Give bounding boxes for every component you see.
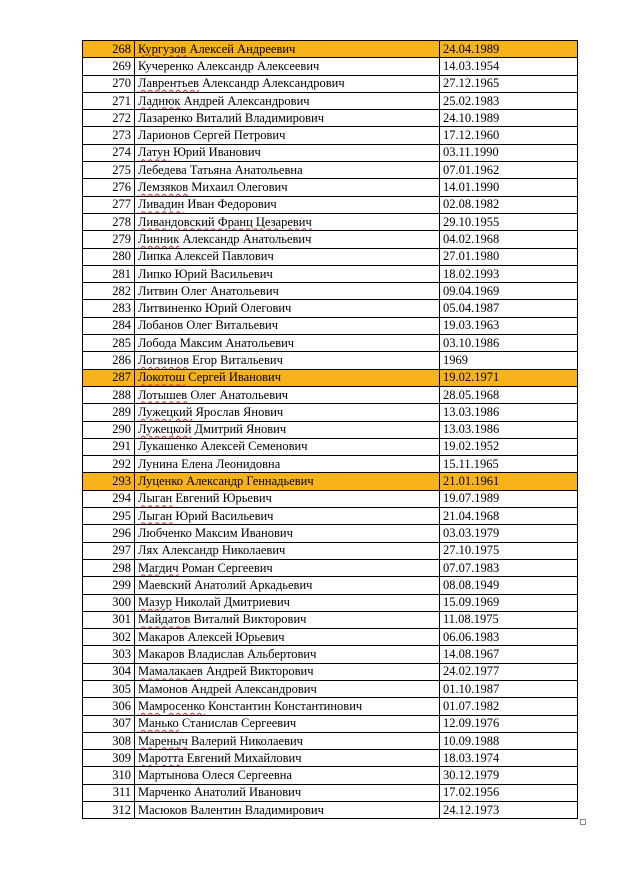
given-names: Алексей Юрьевич: [184, 629, 285, 644]
table-row: [83, 663, 578, 680]
full-name-cell: [135, 179, 440, 196]
table-row: [83, 421, 578, 438]
table-row: [83, 369, 578, 386]
given-names: Дмитрий Янович: [191, 422, 287, 437]
row-number: 307: [83, 715, 135, 732]
birth-date: 17.02.1956: [440, 784, 578, 801]
given-names: Егор Витальевич: [188, 352, 283, 367]
surname: Лобанов: [138, 318, 184, 333]
surname: Марченко: [138, 785, 191, 800]
table-row: [83, 802, 578, 819]
row-number: 269: [83, 58, 135, 75]
birth-date: 13.03.1986: [440, 421, 578, 438]
birth-date: 12.09.1976: [440, 715, 578, 732]
surname: Лаврентьев: [138, 76, 200, 91]
given-names: Елена Леонидовна: [178, 456, 281, 471]
full-name-cell: [135, 41, 440, 58]
full-name-cell: [135, 248, 440, 265]
birth-date: 19.03.1963: [440, 317, 578, 334]
given-names: Алексей Семенович: [197, 439, 308, 454]
table-row: [83, 352, 578, 369]
given-names: Валерий Николаевич: [187, 733, 303, 748]
birth-date: 24.02.1977: [440, 663, 578, 680]
surname: Лемзяков: [138, 180, 189, 195]
given-names: Сергей Петрович: [190, 128, 286, 143]
surname: Лебедева: [138, 162, 187, 177]
row-number: 301: [83, 611, 135, 628]
given-names: Максим Иванович: [191, 525, 293, 540]
row-number: 292: [83, 456, 135, 473]
given-names: Олег Анатольевич: [187, 387, 289, 402]
full-name-cell: [135, 508, 440, 525]
row-number: 309: [83, 750, 135, 767]
given-names: Иван Федорович: [184, 197, 277, 212]
given-names: Татьяна Анатольевна: [186, 162, 303, 177]
surname: Лукашенко: [138, 439, 198, 454]
given-names: Максим Анатольевич: [176, 335, 295, 350]
surname: Лужецкий: [138, 404, 193, 419]
surname: Мазур: [138, 595, 172, 610]
full-name-cell: [135, 58, 440, 75]
birth-date: 24.10.1989: [440, 110, 578, 127]
row-number: 286: [83, 352, 135, 369]
given-names: Роман Сергеевич: [178, 560, 273, 575]
row-number: 280: [83, 248, 135, 265]
birth-date: 14.03.1954: [440, 58, 578, 75]
birth-date: 28.05.1968: [440, 386, 578, 403]
row-number: 275: [83, 162, 135, 179]
birth-date: 18.02.1993: [440, 265, 578, 282]
row-number: 283: [83, 300, 135, 317]
table-row: [83, 283, 578, 300]
surname: Макаров: [138, 629, 185, 644]
surname: Лыган: [138, 491, 173, 506]
full-name-cell: [135, 369, 440, 386]
given-names: Михаил Олегович: [188, 180, 288, 195]
surname: Маротта: [138, 750, 184, 765]
given-names: Сергей Иванович: [185, 370, 281, 385]
table-row: [83, 58, 578, 75]
surname: Магдич: [138, 560, 179, 575]
table-row: [83, 231, 578, 248]
given-names: Александр Геннадьевич: [183, 474, 314, 489]
row-number: 300: [83, 594, 135, 611]
full-name-cell: [135, 577, 440, 594]
row-number: 299: [83, 577, 135, 594]
surname: Лыган: [138, 508, 173, 523]
row-number: 304: [83, 663, 135, 680]
table-row: [83, 646, 578, 663]
table-row: [83, 594, 578, 611]
table-row: [83, 508, 578, 525]
given-names: Евгений Юрьевич: [172, 491, 272, 506]
birth-date: 06.06.1983: [440, 629, 578, 646]
table-row: [83, 335, 578, 352]
full-name-cell: [135, 663, 440, 680]
birth-date: 27.12.1965: [440, 75, 578, 92]
full-name-cell: [135, 352, 440, 369]
row-number: 298: [83, 559, 135, 576]
surname: Литвиненко: [138, 301, 202, 316]
table-row: [83, 196, 578, 213]
surname: Мартынова: [138, 768, 199, 783]
full-name-cell: [135, 732, 440, 749]
given-names: Владислав Альбертович: [184, 647, 317, 662]
birth-date: 01.07.1982: [440, 698, 578, 715]
table-row: [83, 732, 578, 749]
birth-date: 24.04.1989: [440, 41, 578, 58]
surname: Локотош: [138, 370, 186, 385]
surname: Мамалакаев: [138, 664, 203, 679]
table-row: [83, 784, 578, 801]
table-row: [83, 767, 578, 784]
row-number: 276: [83, 179, 135, 196]
surname: Манько: [138, 716, 179, 731]
surname: Майдатов: [138, 612, 191, 627]
row-number: 296: [83, 525, 135, 542]
row-number: 305: [83, 680, 135, 697]
row-number: 284: [83, 317, 135, 334]
surname: Кучеренко: [138, 58, 194, 73]
given-names: Виталий Викторович: [190, 612, 307, 627]
birth-date: 21.04.1968: [440, 508, 578, 525]
full-name-cell: [135, 421, 440, 438]
birth-date: 25.02.1983: [440, 92, 578, 109]
full-name-cell: [135, 92, 440, 109]
given-names: Александр Николаевич: [158, 543, 286, 558]
table-row: [83, 698, 578, 715]
birth-date: 11.08.1975: [440, 611, 578, 628]
table-row: [83, 750, 578, 767]
table-row: [83, 525, 578, 542]
given-names: Юрий Олегович: [201, 301, 292, 316]
row-number: 312: [83, 802, 135, 819]
surname: Лотышев: [138, 387, 188, 402]
birth-date: 08.08.1949: [440, 577, 578, 594]
surname: Кургузов: [138, 41, 187, 56]
birth-date: 10.09.1988: [440, 732, 578, 749]
table-row: [83, 110, 578, 127]
birth-date: 07.01.1962: [440, 162, 578, 179]
given-names: Юрий Васильевич: [171, 266, 273, 281]
row-number: 274: [83, 144, 135, 161]
full-name-cell: [135, 784, 440, 801]
row-number: 291: [83, 438, 135, 455]
full-name-cell: [135, 750, 440, 767]
row-number: 281: [83, 265, 135, 282]
full-name-cell: [135, 196, 440, 213]
given-names: Олег Анатольевич: [177, 283, 279, 298]
table-row: [83, 715, 578, 732]
full-name-cell: [135, 680, 440, 697]
full-name-cell: [135, 300, 440, 317]
row-number: 310: [83, 767, 135, 784]
table-row: [83, 404, 578, 421]
surname: Маевский: [138, 577, 192, 592]
row-number: 290: [83, 421, 135, 438]
surname: Линник: [138, 231, 180, 246]
given-names: Андрей Александрович: [187, 681, 317, 696]
given-names: Станислав Сергеевич: [178, 716, 297, 731]
birth-date: 27.01.1980: [440, 248, 578, 265]
row-number: 308: [83, 732, 135, 749]
full-name-cell: [135, 629, 440, 646]
full-name-cell: [135, 110, 440, 127]
surname: Лях: [138, 543, 159, 558]
full-name-cell: [135, 525, 440, 542]
birth-date: 18.03.1974: [440, 750, 578, 767]
table-row: [83, 559, 578, 576]
surname: Ладнюк: [138, 93, 181, 108]
table-row: [83, 456, 578, 473]
surname: Ливадин: [138, 197, 185, 212]
birth-date: 05.04.1987: [440, 300, 578, 317]
roster-table: [82, 40, 578, 819]
full-name-cell: [135, 162, 440, 179]
full-name-cell: [135, 611, 440, 628]
table-row: [83, 611, 578, 628]
full-name-cell: [135, 283, 440, 300]
surname: Латун: [138, 145, 170, 160]
given-names: Юрий Иванович: [169, 145, 261, 160]
row-number: 306: [83, 698, 135, 715]
full-name-cell: [135, 490, 440, 507]
birth-date: 30.12.1979: [440, 767, 578, 784]
full-name-cell: [135, 438, 440, 455]
surname: Мамонов: [138, 681, 188, 696]
full-name-cell: [135, 456, 440, 473]
given-names: Андрей Александрович: [180, 93, 310, 108]
surname: Лобода: [138, 335, 177, 350]
table-row: [83, 213, 578, 230]
given-names: Анатолий Иванович: [190, 785, 302, 800]
row-number: 282: [83, 283, 135, 300]
full-name-cell: [135, 75, 440, 92]
given-names: Олеся Сергеевна: [198, 768, 293, 783]
surname: Ларионов: [138, 128, 191, 143]
birth-date: 19.02.1952: [440, 438, 578, 455]
row-number: 268: [83, 41, 135, 58]
row-number: 311: [83, 784, 135, 801]
row-number: 270: [83, 75, 135, 92]
full-name-cell: [135, 386, 440, 403]
full-name-cell: [135, 231, 440, 248]
full-name-cell: [135, 646, 440, 663]
given-names: Александр Александрович: [199, 76, 345, 91]
surname: Липка: [138, 249, 172, 264]
birth-date: 19.07.1989: [440, 490, 578, 507]
surname: Любченко: [138, 525, 192, 540]
row-number: 278: [83, 213, 135, 230]
surname: Мареныч: [138, 733, 188, 748]
full-name-cell: [135, 698, 440, 715]
surname: Масюков: [138, 802, 188, 817]
full-name-cell: [135, 473, 440, 490]
surname: Липко: [138, 266, 172, 281]
row-number: 294: [83, 490, 135, 507]
surname: Литвин: [138, 283, 178, 298]
row-number: 287: [83, 369, 135, 386]
table-row: [83, 162, 578, 179]
full-name-cell: [135, 559, 440, 576]
row-number: 279: [83, 231, 135, 248]
table-row: [83, 629, 578, 646]
row-number: 303: [83, 646, 135, 663]
row-number: 272: [83, 110, 135, 127]
table-row: [83, 144, 578, 161]
full-name-cell: [135, 802, 440, 819]
birth-date: 27.10.1975: [440, 542, 578, 559]
full-name-cell: [135, 265, 440, 282]
birth-date: 02.08.1982: [440, 196, 578, 213]
full-name-cell: [135, 715, 440, 732]
given-names: Николай Дмитриевич: [171, 595, 290, 610]
full-name-cell: [135, 213, 440, 230]
table-row: [83, 386, 578, 403]
full-name-cell: [135, 127, 440, 144]
birth-date: 1969: [440, 352, 578, 369]
table-row: [83, 127, 578, 144]
given-names: Александр Анатольевич: [179, 231, 312, 246]
given-names: Андрей Викторович: [202, 664, 314, 679]
row-number: 302: [83, 629, 135, 646]
table-row: [83, 680, 578, 697]
given-names: Олег Витальевич: [183, 318, 279, 333]
birth-date: 17.12.1960: [440, 127, 578, 144]
birth-date: 07.07.1983: [440, 559, 578, 576]
full-name-cell: [135, 335, 440, 352]
table-row: [83, 265, 578, 282]
row-number: 297: [83, 542, 135, 559]
birth-date: 03.11.1990: [440, 144, 578, 161]
surname: Мамросенко: [138, 698, 206, 713]
surname: Логвинов: [138, 352, 189, 367]
row-number: 285: [83, 335, 135, 352]
birth-date: 14.08.1967: [440, 646, 578, 663]
surname: Макаров: [138, 647, 185, 662]
surname: Лазаренко: [138, 110, 193, 125]
birth-date: 29.10.1955: [440, 213, 578, 230]
birth-date: 09.04.1969: [440, 283, 578, 300]
row-number: 271: [83, 92, 135, 109]
birth-date: 14.01.1990: [440, 179, 578, 196]
table-row: [83, 248, 578, 265]
table-row: [83, 490, 578, 507]
table-row: [83, 179, 578, 196]
roster-table-body: [83, 41, 578, 819]
given-names: Анатолий Аркадьевич: [191, 577, 313, 592]
table-row: [83, 438, 578, 455]
table-row: [83, 92, 578, 109]
row-number: 277: [83, 196, 135, 213]
given-names: Валентин Владимирович: [187, 802, 324, 817]
table-row: [83, 473, 578, 490]
table-row: [83, 542, 578, 559]
birth-date: 19.02.1971: [440, 369, 578, 386]
row-number: 273: [83, 127, 135, 144]
given-names: Александр Алексеевич: [193, 58, 320, 73]
row-number: 295: [83, 508, 135, 525]
full-name-cell: [135, 144, 440, 161]
table-row: [83, 577, 578, 594]
given-names: Виталий Владимирович: [192, 110, 325, 125]
surname: Лунина: [138, 456, 179, 471]
table-end-marker: [580, 819, 586, 825]
given-names: Алексей Андреевич: [186, 41, 296, 56]
full-name-cell: [135, 542, 440, 559]
surname: Луценко: [138, 474, 184, 489]
table-row: [83, 41, 578, 58]
birth-date: 13.03.1986: [440, 404, 578, 421]
birth-date: 15.11.1965: [440, 456, 578, 473]
full-name-cell: [135, 404, 440, 421]
surname: Ливандовский Франц Цезаревич: [138, 214, 312, 229]
full-name-cell: [135, 594, 440, 611]
surname: Лужецкой: [138, 422, 192, 437]
birth-date: 01.10.1987: [440, 680, 578, 697]
full-name-cell: [135, 317, 440, 334]
birth-date: 04.02.1968: [440, 231, 578, 248]
given-names: Ярослав Янович: [192, 404, 284, 419]
given-names: Юрий Васильевич: [172, 508, 274, 523]
birth-date: 24.12.1973: [440, 802, 578, 819]
birth-date: 03.03.1979: [440, 525, 578, 542]
table-row: [83, 317, 578, 334]
given-names: Алексей Павлович: [171, 249, 274, 264]
given-names: Константин Константинович: [205, 698, 363, 713]
birth-date: 21.01.1961: [440, 473, 578, 490]
row-number: 288: [83, 386, 135, 403]
row-number: 289: [83, 404, 135, 421]
row-number: 293: [83, 473, 135, 490]
birth-date: 03.10.1986: [440, 335, 578, 352]
given-names: Евгений Михайлович: [183, 750, 302, 765]
table-row: [83, 300, 578, 317]
table-row: [83, 75, 578, 92]
birth-date: 15.09.1969: [440, 594, 578, 611]
full-name-cell: [135, 767, 440, 784]
